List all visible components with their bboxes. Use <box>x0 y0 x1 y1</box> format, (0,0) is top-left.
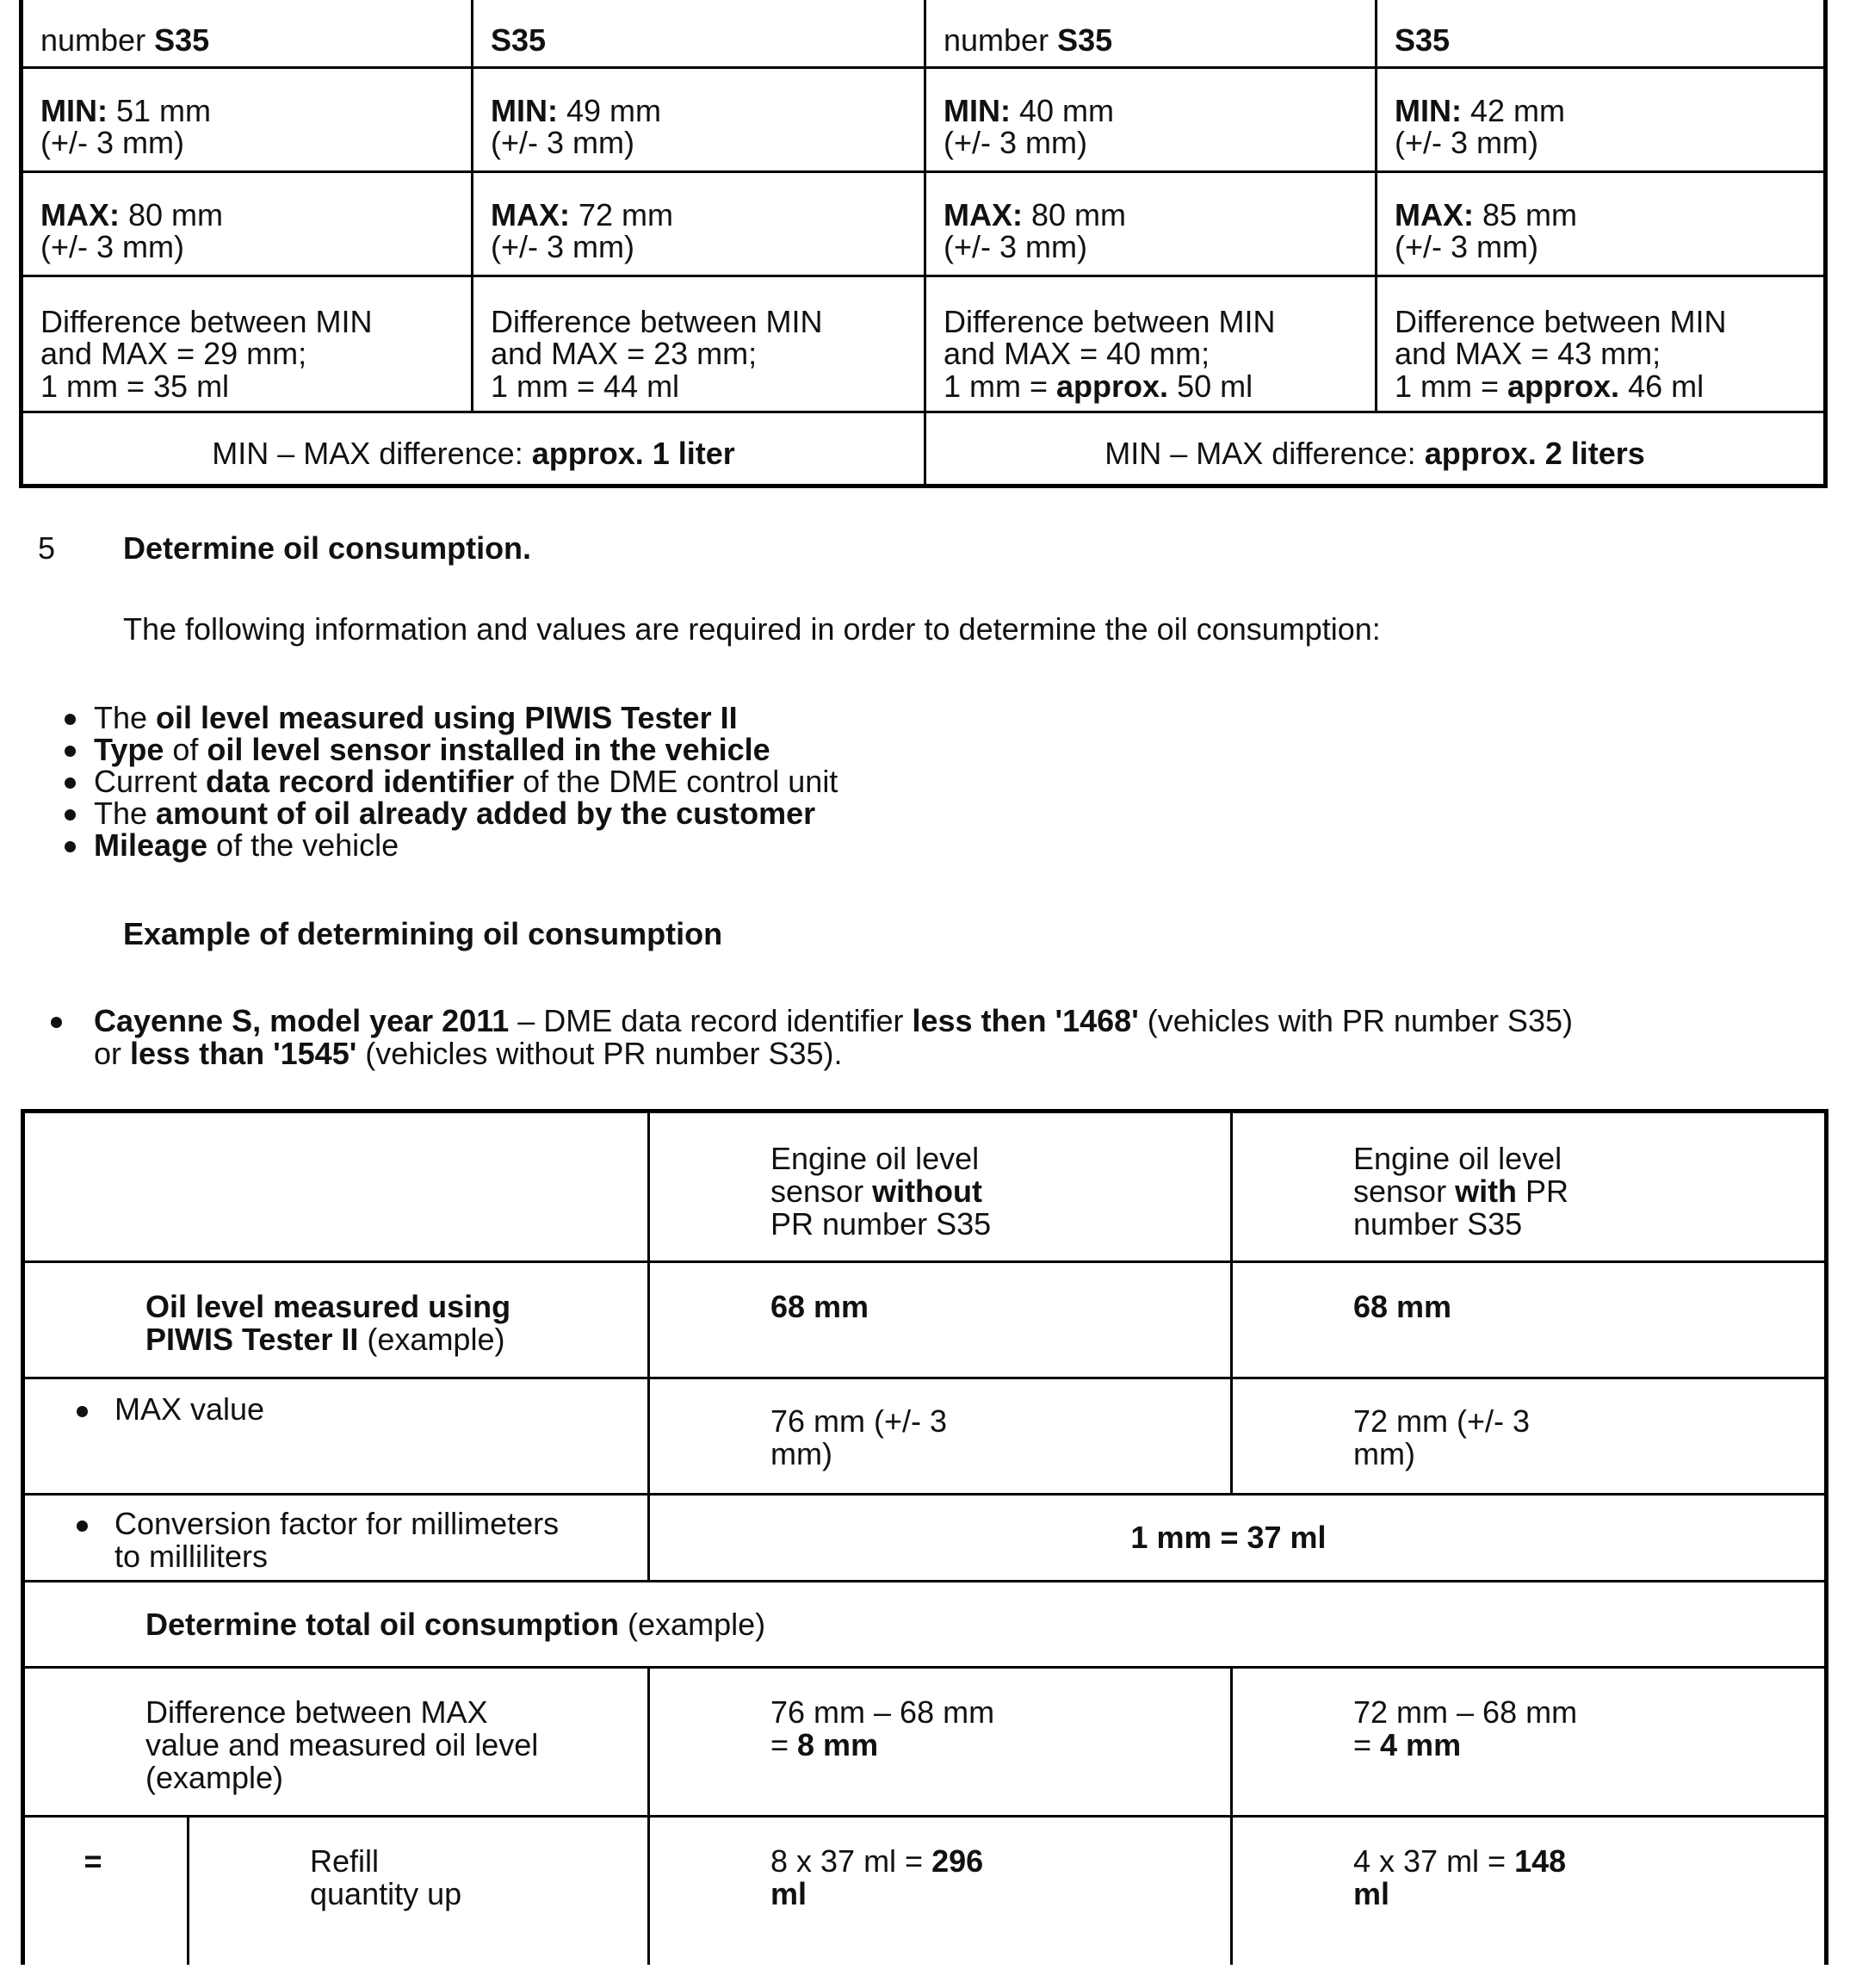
refill-value-without: 8 x 37 ml = 296 ml <box>649 1817 1232 1965</box>
min-cell: MIN: 42 mm (+/- 3 mm) <box>1377 67 1826 171</box>
table-row <box>22 276 1826 412</box>
difference-cell: Difference between MIN and MAX = 23 mm; 1 mm = 44 ml <box>473 276 925 412</box>
bullet-icon <box>65 841 76 852</box>
bullet-icon <box>65 746 76 757</box>
list-item: Type of oil level sensor installed in the vehicle <box>49 734 838 765</box>
max-value-label: MAX value <box>23 1378 649 1495</box>
max-cell: MAX: 80 mm (+/- 3 mm) <box>22 171 473 276</box>
header-cell: number S35 <box>925 0 1377 67</box>
refill-value-with: 4 x 37 ml = 148 ml <box>1232 1817 1827 1965</box>
step-intro: The following information and values are required in order to determine the oil consumption: <box>123 611 1381 647</box>
min-cell: MIN: 49 mm (+/- 3 mm) <box>473 67 925 171</box>
table-row <box>22 412 1826 486</box>
empty-header-cell <box>23 1112 649 1262</box>
difference-cell: Difference between MIN and MAX = 29 mm; 1 mm = 35 ml <box>22 276 473 412</box>
header-cell: S35 <box>1377 0 1826 67</box>
measured-value-without: 68 mm <box>649 1262 1232 1378</box>
max-value-without: 76 mm (+/- 3 mm) <box>649 1378 1232 1495</box>
measured-value-with: 68 mm <box>1232 1262 1827 1378</box>
table-row <box>23 1262 1827 1378</box>
table-row <box>22 0 1826 67</box>
max-cell: MAX: 80 mm (+/- 3 mm) <box>925 171 1377 276</box>
max-value-with: 72 mm (+/- 3 mm) <box>1232 1378 1827 1495</box>
example-paragraph: Cayenne S, model year 2011 – DME data record identifier less then '1468' (vehicles with PR number S35) or less than '1545' (vehicles without PR number S35). <box>65 1005 1838 1070</box>
column-header-without: Engine oil level sensor without PR number S35 <box>649 1112 1232 1262</box>
table-row <box>23 1495 1827 1582</box>
max-cell: MAX: 72 mm (+/- 3 mm) <box>473 171 925 276</box>
refill-label: Refill quantity up <box>189 1817 649 1965</box>
table-row <box>23 1378 1827 1495</box>
bullet-icon <box>51 1017 62 1028</box>
difference-value-without: 76 mm – 68 mm = 8 mm <box>649 1668 1232 1817</box>
table-row <box>23 1112 1827 1262</box>
conversion-label: Conversion factor for millimeters to milliliters <box>23 1495 649 1582</box>
difference-cell: Difference between MIN and MAX = 40 mm; 1 mm = approx. 50 ml <box>925 276 1377 412</box>
sensor-specs-table <box>19 0 1828 488</box>
header-cell: number S35 <box>22 0 473 67</box>
table-row <box>23 1582 1827 1668</box>
min-cell: MIN: 40 mm (+/- 3 mm) <box>925 67 1377 171</box>
bullet-icon <box>77 1406 88 1417</box>
list-item: Mileage of the vehicle <box>49 829 838 861</box>
conversion-value: 1 mm = 37 ml <box>649 1495 1827 1582</box>
table-row <box>23 1817 1827 1965</box>
measured-label: Oil level measured using PIWIS Tester II (example) <box>23 1262 649 1378</box>
table-row <box>22 171 1826 276</box>
step-number: 5 <box>38 530 56 566</box>
difference-label: Difference between MAX value and measured oil level (example) <box>23 1668 649 1817</box>
example-heading: Example of determining oil consumption <box>123 916 723 951</box>
required-info-list <box>49 702 838 861</box>
bullet-icon <box>65 714 76 725</box>
minmax-difference-cell: MIN – MAX difference: approx. 2 liters <box>925 412 1826 486</box>
bullet-icon <box>77 1520 88 1532</box>
difference-cell: Difference between MIN and MAX = 43 mm; 1 mm = approx. 46 ml <box>1377 276 1826 412</box>
max-cell: MAX: 85 mm (+/- 3 mm) <box>1377 171 1826 276</box>
header-cell: S35 <box>473 0 925 67</box>
equals-sign: = <box>23 1817 189 1965</box>
total-consumption-heading: Determine total oil consumption (example) <box>23 1582 1827 1668</box>
min-cell: MIN: 51 mm (+/- 3 mm) <box>22 67 473 171</box>
difference-value-with: 72 mm – 68 mm = 4 mm <box>1232 1668 1827 1817</box>
oil-consumption-table <box>21 1109 1828 1965</box>
column-header-with: Engine oil level sensor with PR number S35 <box>1232 1112 1827 1262</box>
list-item: The oil level measured using PIWIS Tester II <box>49 702 838 734</box>
step-title: Determine oil consumption. <box>123 530 532 566</box>
bullet-icon <box>65 777 76 789</box>
table-row <box>23 1668 1827 1817</box>
minmax-difference-cell: MIN – MAX difference: approx. 1 liter <box>22 412 925 486</box>
list-item: Current data record identifier of the DME control unit <box>49 765 838 797</box>
list-item: The amount of oil already added by the customer <box>49 797 838 829</box>
bullet-icon <box>65 809 76 821</box>
table-row <box>22 67 1826 171</box>
